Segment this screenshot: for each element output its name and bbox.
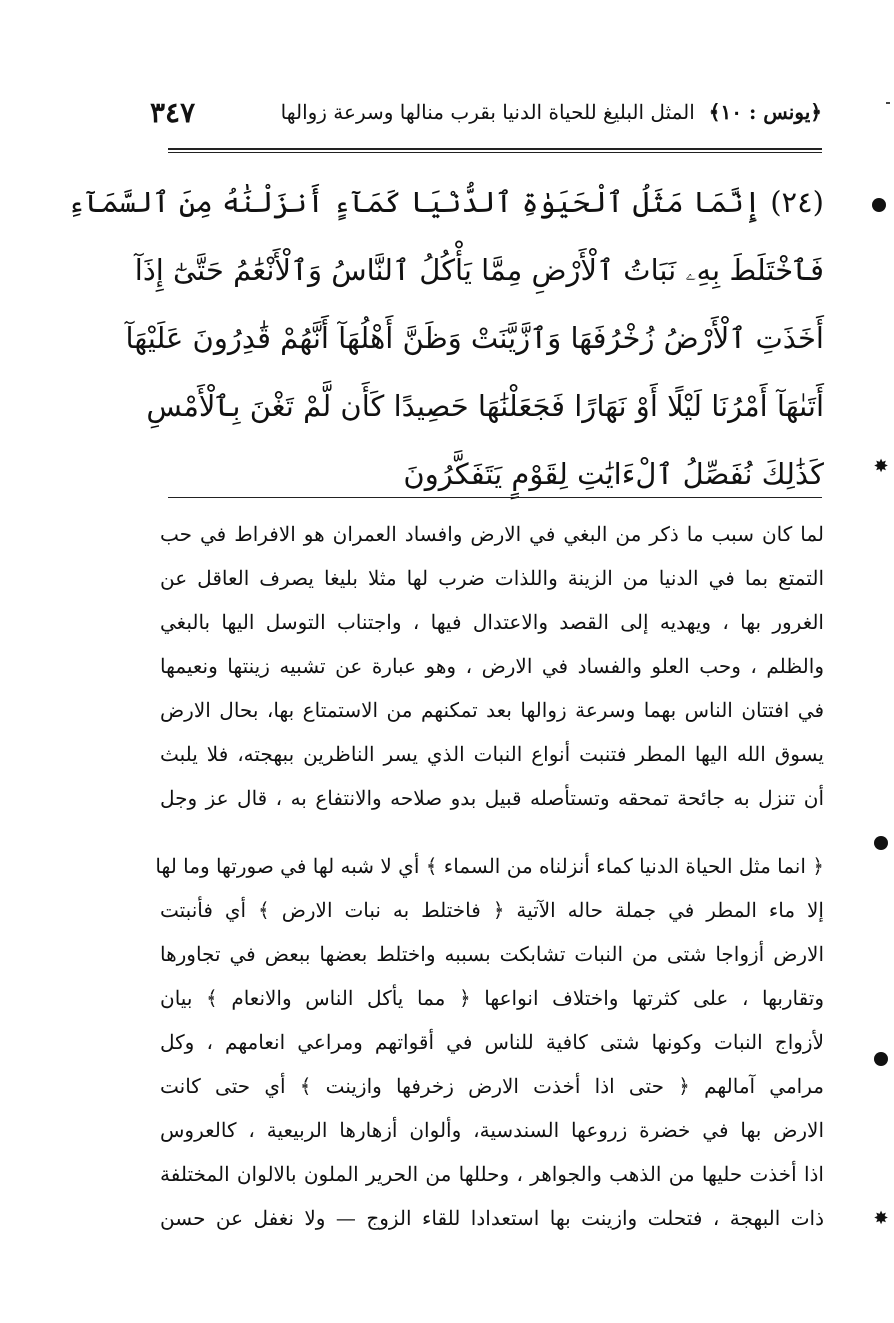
edge-tick: [886, 102, 890, 104]
text-line: إلا ماء المطر في جملة حاله الآتية ﴿ فاختلط به نبات الارض ﴾ أي فأنبتت: [160, 898, 824, 922]
margin-star-icon: ✸: [873, 1208, 889, 1229]
header-rule-thin: [168, 152, 822, 153]
verse-line: أَخَذَتِ ٱلْأَرْضُ زُخْرُفَهَا وَٱزَّيَّنَتْ وَظَنَّ أَهْلُهَآ أَنَّهُمْ قَٰدِرُونَ عَلَيْهَآ: [125, 321, 824, 355]
verse-line: كَذَٰلِكَ نُفَصِّلُ ٱلْءَايَٰتِ لِقَوْمٍ يَتَفَكَّرُونَ: [403, 457, 824, 491]
text-line: أن تنزل به جائحة تمحقه وتستأصله قبيل بدو صلاحه والانتفاع به ، قال عز وجل: [160, 786, 824, 810]
text-line: الغرور بها ، ويهديه إلى القصد والاعتدال فيها ، واجتناب التوسل اليها بالبغي: [160, 610, 824, 634]
page-number: ٣٤٧: [150, 95, 196, 129]
margin-dot-icon: [874, 1052, 888, 1066]
margin-dot-icon: [872, 198, 886, 212]
page-header: [150, 92, 822, 132]
text-line: الارض بها في خضرة زروعها السندسية، وألوان أزهارها الربيعية ، كالعروس: [160, 1118, 824, 1142]
text-line: في افتتان الناس بهما وسرعة زوالها بعد تمكنهم من الاستمتاع بها، بحال الارض: [160, 698, 824, 722]
verse-line: فَٱخْتَلَطَ بِهِۦ نَبَاتُ ٱلْأَرْضِ مِمَّا يَأْكُلُ ٱلنَّاسُ وَٱلْأَنْعَٰمُ حَتَّىٰٓ إِذَآ: [134, 253, 824, 287]
text-line: ﴿ انما مثل الحياة الدنيا كماء أنزلناه من السماء ﴾ أي لا شبه لها في صورتها وما لها: [155, 854, 824, 878]
text-line: لما كان سبب ما ذكر من البغي في الارض وافساد العمران هو الافراط في حب: [160, 522, 824, 546]
page-title: المثل البليغ للحياة الدنيا بقرب منالها وسرعة زوالها: [280, 100, 695, 124]
text-line: الارض أزواجا شتى من النبات تشابكت بسببه واختلط بعضها ببعض في تجاورها: [160, 942, 824, 966]
header-rule: [168, 148, 822, 150]
text-line: والظلم ، وحب العلو والفساد في الارض ، وهو عبارة عن تشبيه زينتها ونعيمها: [160, 654, 824, 678]
verse-separator-rule: [168, 497, 822, 498]
surah-reference: ﴿يونس : ١٠﴾: [708, 100, 822, 124]
margin-star-icon: ✸: [873, 456, 889, 477]
paragraph-gap: [160, 820, 824, 844]
text-line: ذات البهجة ، فتحلت وازينت بها استعدادا للقاء الزوج — ولا نغفل عن حسن: [160, 1206, 824, 1230]
quran-verse-block: [67, 168, 824, 508]
text-line: اذا أخذت حليها من الذهب والجواهر ، وحللها من الحرير الملون بالالوان المختلفة: [160, 1162, 824, 1186]
commentary-text: [155, 512, 824, 1240]
text-line: وتقاربها ، على كثرتها واختلاف انواعها ﴿ مما يأكل الناس والانعام ﴾ بيان: [160, 986, 824, 1010]
margin-dot-icon: [874, 836, 888, 850]
text-line: يسوق الله اليها المطر فتنبت أنواع النبات الذي يسر الناظرين ببهجته، فلا يلبث: [160, 742, 824, 766]
verse-line: (٢٤) إِنَّمَا مَثَلُ ٱلْحَيَوٰةِ ٱلدُّنْيَا كَمَآءٍ أَنزَلْنَٰهُ مِنَ ٱلسَّمَآءِ: [67, 185, 824, 219]
text-line: مرامي آمالهم ﴿ حتى اذا أخذت الارض زخرفها وازينت ﴾ أي حتى كانت: [160, 1074, 824, 1098]
text-line: لأزواج النبات وكونها شتى كافية للناس في أقواتهم ومراعي انعامهم ، وكل: [160, 1030, 824, 1054]
text-line: التمتع بما في الدنيا من الزينة واللذات ضرب لها مثلا بليغا يصرف العاقل عن: [160, 566, 824, 590]
verse-line: أَتَىٰهَآ أَمْرُنَا لَيْلًا أَوْ نَهَارًا فَجَعَلْنَٰهَا حَصِيدًا كَأَن لَّمْ تَغْنَ بِٱلْأَمْسِ: [146, 389, 824, 423]
